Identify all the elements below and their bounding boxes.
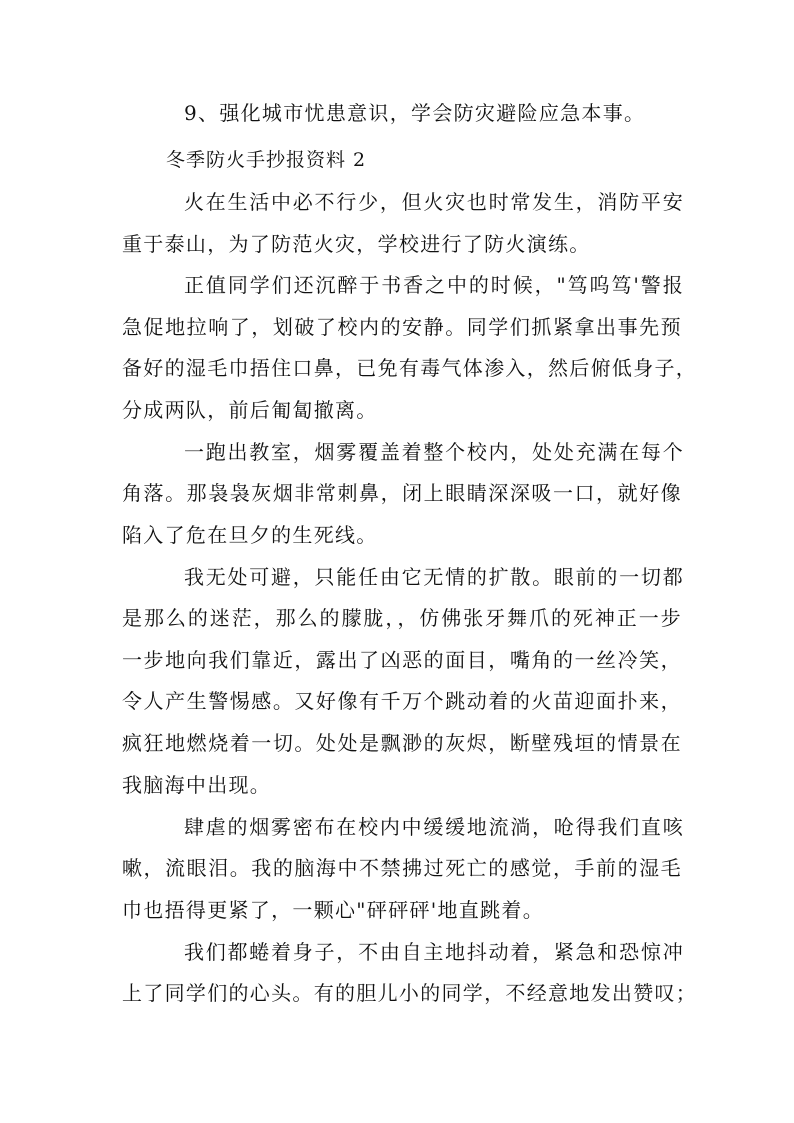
paragraph-5-line-3: 巾也捂得更紧了，一颗心"砰砰砰'地直跳着。 (122, 898, 544, 922)
paragraph-4-line-1: 我无处可避，只能任由它无情的扩散。眼前的一切都 (184, 565, 684, 589)
paragraph-2-line-1: 正值同学们还沉醉于书香之中的时候，"笃呜笃'警报 (184, 273, 684, 297)
paragraph-3-line-3: 陷入了危在旦夕的生死线。 (122, 523, 378, 547)
paragraph-1-line-1: 火在生活中必不行少，但火灾也时常发生，消防平安 (184, 190, 684, 214)
paragraph-4-line-2: 是那么的迷茫，那么的朦胧，，仿佛张牙舞爪的死神正一步 (122, 606, 682, 630)
paragraph-4-line-5: 疯狂地燃烧着一切。处处是飘渺的灰烬，断壁残垣的情景在 (122, 731, 682, 755)
paragraph-6-line-2: 上了同学们的心头。有的胆儿小的同学，不经意地发出赞叹； (122, 981, 698, 1005)
paragraph-1-line-2: 重于泰山，为了防范火灾，学校进行了防火演练。 (122, 232, 591, 256)
section-title: 冬季防火手抄报资料 2 (166, 149, 367, 171)
paragraph-5-line-1: 肆虐的烟雾密布在校内中缓缓地流淌，呛得我们直咳 (184, 815, 684, 839)
list-item-9: 9、强化城市忧患意识，学会防灾避险应急本事。 (184, 101, 646, 125)
paragraph-2-line-3: 备好的湿毛巾捂住口鼻，已免有毒气体渗入，然后俯低身子， (122, 356, 698, 380)
paragraph-3-line-1: 一跑出教室，烟雾覆盖着整个校内，处处充满在每个 (184, 440, 684, 464)
paragraph-4-line-3: 一步地向我们靠近，露出了凶恶的面目，嘴角的一丝冷笑， (122, 648, 682, 672)
paragraph-5-line-2: 嗽，流眼泪。我的脑海中不禁拂过死亡的感觉，手前的湿毛 (122, 856, 682, 880)
paragraph-4-line-4: 令人产生警惕感。又好像有千万个跳动着的火苗迎面扑来， (122, 689, 682, 713)
paragraph-6-line-1: 我们都蜷着身子，不由自主地抖动着，紧急和恐惊冲 (184, 940, 684, 964)
paragraph-2-line-4: 分成两队，前后匍匐撤离。 (122, 398, 378, 422)
paragraph-3-line-2: 角落。那袅袅灰烟非常刺鼻，闭上眼睛深深吸一口，就好像 (122, 481, 682, 505)
paragraph-4-line-6: 我脑海中出现。 (122, 773, 272, 797)
paragraph-2-line-2: 急促地拉响了，划破了校内的安静。同学们抓紧拿出事先预 (122, 315, 682, 339)
